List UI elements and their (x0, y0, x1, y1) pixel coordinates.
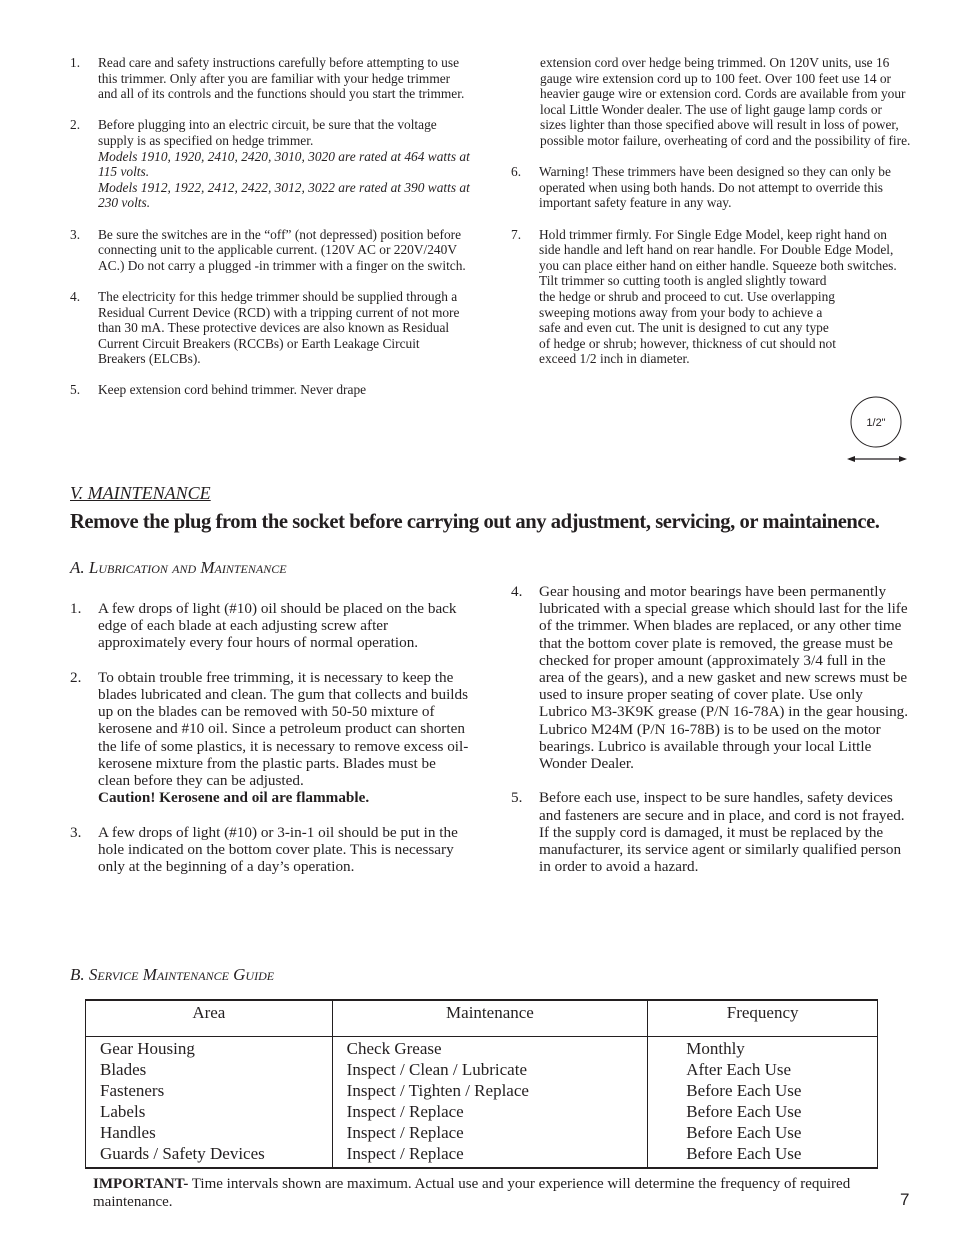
cell-frequency: After Each Use (648, 1059, 878, 1080)
item-number: 7. (511, 226, 522, 242)
list-item (70, 600, 470, 652)
important-text: Time intervals shown are maximum. Actual use and your experience will determine the frequency of required maintenance. (93, 1176, 851, 1210)
item-text: Warning! These trimmers have been designed so they can only be operated when using both hands. Do not attempt to override this important safety feature in any way. (539, 164, 891, 211)
item-text: Tilt trimmer so cutting tooth is angled slightly toward the hedge or shrub and proceed to cut. Use overlapping sweeping motions away from your body to achieve a safe and even cut. The unit is designed to cut any type of hedge or shrub; however, thickness of cut should not exceed 1/2 inch in diameter. (539, 273, 836, 367)
cell-frequency: Before Each Use (648, 1122, 878, 1143)
table-row (86, 1143, 878, 1168)
item-text: Be sure the switches are in the “off” (not depressed) position before connecting unit to the applicable current. (120V AC or 220V/240V AC.) Do not carry a plugged -in trimmer with a finger on the switch. (98, 226, 466, 273)
cell-maintenance: Inspect / Replace (332, 1143, 648, 1168)
item-number: 3. (70, 226, 81, 242)
list-item (70, 117, 470, 211)
cell-area: Handles (86, 1122, 333, 1143)
cell-maintenance: Inspect / Replace (332, 1122, 648, 1143)
table-row (86, 1059, 878, 1080)
cell-maintenance: Check Grease (332, 1037, 648, 1060)
important-label: IMPORTANT- (93, 1176, 189, 1192)
list-item (70, 669, 470, 807)
list-item (511, 227, 911, 367)
lubrication-left (70, 600, 470, 892)
list-item (70, 382, 470, 398)
item-text: Gear housing and motor bearings have been permanently lubricated with a special grease which should last for the life of the trimmer. When blades are replaced, or any other time that the bottom cover plate is removed, the grease must be checked for proper amount (approximately 3/4 full in the area of the gears), and a new gasket and new screws must be used to insure proper seating of cover plate. Use only Lubrico M3-3K9K grease (P/N 16-78A) in the gear housing. Lubrico M24M (P/N 16-78B) is to be used on the motor bearings. Lubrico is available through your local Little Wonder Dealer. (539, 583, 909, 773)
service-maintenance-table (85, 999, 878, 1169)
cell-frequency: Before Each Use (648, 1101, 878, 1122)
page-number: 7 (900, 1190, 910, 1209)
subsection-title-lubrication: A. Lubrication and Maintenance (70, 558, 287, 577)
item-text: A few drops of light (#10) or 3-in-1 oil should be put in the hole indicated on the bottom cover plate. This is necessary only at the beginning of a day’s operation. (98, 823, 458, 876)
item-number: 5. (70, 382, 81, 398)
item-number: 1. (70, 55, 81, 70)
subsection-title-service-guide: B. Service Maintenance Guide (70, 965, 275, 984)
column-header-maintenance: Maintenance (332, 1000, 648, 1037)
item-text: The electricity for this hedge trimmer should be supplied through a Residual Current Device (RCD) with a tripping current of not more than 30 mA. These protective devices are also known as Residual Current Circuit Breakers (RCCBs) or Earth Leakage Circuit Breakers (ELCBs). (98, 288, 460, 367)
item-number: 2. (70, 668, 82, 686)
item-number: 6. (511, 164, 522, 180)
table-header-row (86, 1000, 878, 1037)
safety-instructions-left (70, 55, 470, 414)
half-inch-diameter-diagram (846, 396, 906, 466)
table-row (86, 1080, 878, 1101)
table-row (86, 1037, 878, 1060)
item-number: 4. (70, 288, 81, 304)
diameter-label: 1/2" (866, 417, 886, 429)
cell-area: Fasteners (86, 1080, 333, 1101)
item-number: 3. (70, 823, 82, 841)
cell-area: Gear Housing (86, 1037, 333, 1060)
list-item (511, 164, 911, 211)
cell-frequency: Monthly (648, 1037, 878, 1060)
list-item (511, 789, 913, 875)
item-number: 4. (511, 583, 523, 600)
item-text: Keep extension cord behind trimmer. Never drape (98, 382, 367, 398)
table-row (86, 1101, 878, 1122)
cell-maintenance: Inspect / Replace (332, 1101, 648, 1122)
column-header-area: Area (86, 1000, 333, 1037)
cell-area: Guards / Safety Devices (86, 1143, 333, 1168)
item-text: To obtain trouble free trimming, it is necessary to keep the blades lubricated and clean. The gum that collects and builds up on the blades can be removed with 50-50 mixture of kerosene and #10 oil. Since a petroleum product can shorten the life of some plastics, it is necessary to remove excess oil-kerosene mixture from the plastic parts. Blades must be clean before they can be adjusted. (98, 668, 469, 790)
list-item (70, 289, 470, 367)
item-text: Hold trimmer firmly. For Single Edge Model, keep right hand on side handle and left hand on rear handle. For Double Edge Model, you can place either hand on either handle. Squeeze both switches. (539, 226, 897, 273)
item-number: 1. (70, 600, 82, 617)
warning-heading: Remove the plug from the socket before carrying out any adjustment, servicing, or maintainence. (70, 511, 880, 533)
cell-area: Labels (86, 1101, 333, 1122)
item-text: A few drops of light (#10) oil should be placed on the back edge of each blade at each adjusting screw after approximately every four hours of normal operation. (98, 600, 457, 652)
item-5-continuation: extension cord over hedge being trimmed. On 120V units, use 16 gauge wire extension cord up to 100 feet. Over 100 feet use 14 or heavier gauge wire or extension cord. Cords are available from your local Little Wonder dealer. The use of light gauge lamp cords or sizes lighter than those specified above will result in loss of power, possible motor failure, overheating of cord and the possibility of fire. (540, 55, 911, 148)
item-text: Before each use, inspect to be sure handles, safety devices and fasteners are secure and in place, and cord is not frayed. If the supply cord is damaged, it must be replaced by the manufacturer, its service agent or similarly qualified person in order to avoid a hazard. (539, 789, 905, 876)
cell-maintenance: Inspect / Tighten / Replace (332, 1080, 648, 1101)
model-rating-text: Models 1912, 1922, 2412, 2422, 3012, 3022 are rated at 390 watts at 230 volts. (98, 179, 470, 211)
item-text: Before plugging into an electric circuit, be sure that the voltage supply is as specified on hedge trimmer. (98, 117, 437, 148)
table-row (86, 1122, 878, 1143)
lubrication-right (511, 583, 913, 893)
list-item (70, 227, 470, 274)
model-rating-text: Models 1910, 1920, 2410, 2420, 3010, 3020 are rated at 464 watts at 115 volts. (98, 148, 470, 180)
item-number: 5. (511, 789, 523, 807)
caution-text: Caution! Kerosene and oil are flammable. (98, 789, 370, 807)
list-item (70, 824, 470, 876)
list-item (511, 583, 913, 772)
item-number: 2. (70, 117, 81, 133)
section-title: V. MAINTENANCE (70, 483, 211, 503)
cell-area: Blades (86, 1059, 333, 1080)
column-header-frequency: Frequency (648, 1000, 878, 1037)
list-item (70, 55, 470, 102)
item-text: Read care and safety instructions carefully before attempting to use this trimmer. Only after you are familiar with your hedge trimmer and all of its controls and the functions should you start the trimmer. (98, 55, 465, 102)
cell-maintenance: Inspect / Clean / Lubricate (332, 1059, 648, 1080)
safety-instructions-right (511, 55, 911, 382)
important-note (93, 1175, 883, 1211)
cell-frequency: Before Each Use (648, 1080, 878, 1101)
cell-frequency: Before Each Use (648, 1143, 878, 1168)
